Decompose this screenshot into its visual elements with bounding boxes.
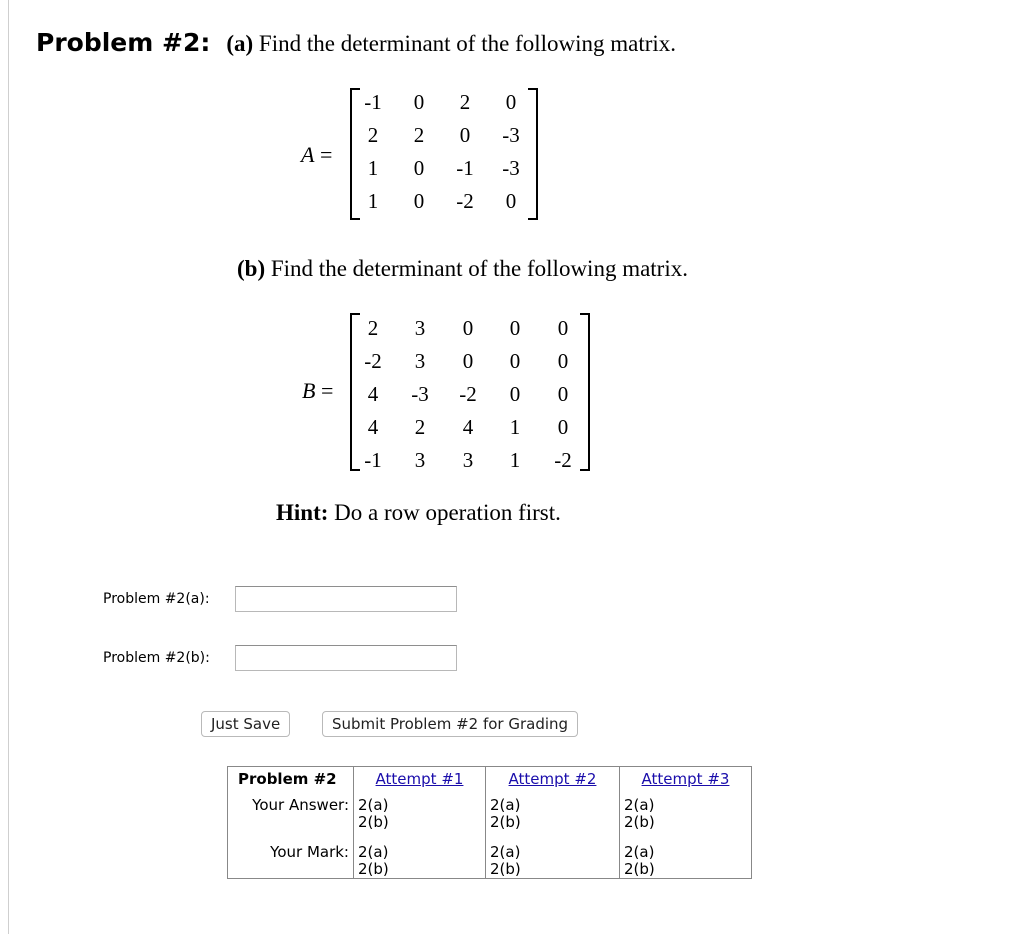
hint [276, 500, 561, 526]
matrix-b-cell: 4 [462, 415, 474, 439]
matrix-b-cell: 2 [367, 316, 379, 340]
matrix-a-cell: 0 [413, 156, 425, 180]
matrix-a-row [350, 185, 534, 218]
matrix-a-row [350, 86, 534, 119]
matrix-a-cell: 2 [413, 123, 425, 147]
attempt-header [354, 767, 486, 792]
matrix-a [350, 86, 534, 218]
matrix-b-row [350, 444, 588, 477]
matrix-b-cell: 0 [462, 349, 474, 373]
matrix-b-cell: 0 [557, 316, 569, 340]
matrix-a-label: A = [301, 142, 333, 167]
your-mark-row [228, 831, 752, 879]
grading-header-row [228, 767, 752, 792]
matrix-b-cell: 0 [509, 382, 521, 406]
attempt-3-link[interactable]: Attempt #3 [641, 770, 730, 788]
grading-table [227, 766, 752, 879]
attempt-header [486, 767, 620, 792]
matrix-a-cell: -3 [502, 123, 520, 147]
part-b-text: Find the determinant of the following matrix. [270, 256, 688, 281]
matrix-a-row [350, 119, 534, 152]
mark-cell: 2(a) 2(b) [354, 831, 486, 879]
your-answer-label: Your Answer: [252, 796, 349, 814]
matrix-b-row [350, 345, 588, 378]
matrix-a-row [350, 152, 534, 185]
matrix-b-cell: 0 [462, 316, 474, 340]
hint-text: Do a row operation first. [334, 500, 561, 525]
part-a-text: Find the determinant of the following matrix. [258, 31, 677, 56]
problem-heading: Problem #2: [36, 28, 211, 57]
part-b [237, 256, 688, 282]
matrix-b-cell: -2 [459, 382, 477, 406]
matrix-b-cell: 2 [414, 415, 426, 439]
matrix-b-cell: 0 [557, 349, 569, 373]
matrix-a-cell: -2 [456, 189, 474, 213]
matrix-a-cell: -3 [502, 156, 520, 180]
matrix-b [350, 312, 588, 477]
part-a-label: (a) [226, 31, 254, 56]
attempt-cell: 2(a) 2(b) [354, 791, 486, 831]
attempt-1-link[interactable]: Attempt #1 [375, 770, 464, 788]
matrix-a-cell: 0 [413, 90, 425, 114]
matrix-b-row [350, 411, 588, 444]
matrix-b-cell: 1 [509, 415, 521, 439]
answer-b-label: Problem #2(b): [103, 650, 210, 666]
matrix-a-cell: 0 [505, 90, 517, 114]
matrix-b-cell: 0 [557, 382, 569, 406]
matrix-a-cell: -1 [456, 156, 474, 180]
left-border [8, 0, 9, 934]
matrix-a-cell: 0 [459, 123, 471, 147]
mark-cell: 2(a) 2(b) [620, 831, 752, 879]
matrix-a-cell: 1 [367, 156, 379, 180]
attempt-2-link[interactable]: Attempt #2 [508, 770, 597, 788]
matrix-b-cell: 0 [557, 415, 569, 439]
matrix-a-cell: 2 [459, 90, 471, 114]
matrix-b-cell: 0 [509, 349, 521, 373]
attempt-header [620, 767, 752, 792]
your-answer-row [228, 791, 752, 831]
matrix-b-cell: 4 [367, 382, 379, 406]
matrix-b-cell: -3 [411, 382, 429, 406]
matrix-a-cell: 2 [367, 123, 379, 147]
matrix-b-cell: -1 [364, 448, 382, 472]
matrix-a-cell: -1 [364, 90, 382, 114]
matrix-b-row [350, 312, 588, 345]
matrix-b-cell: 3 [414, 316, 426, 340]
matrix-b-row [350, 378, 588, 411]
just-save-button[interactable]: Just Save [201, 711, 290, 737]
answer-a-input[interactable] [235, 586, 457, 612]
matrix-a-cell: 1 [367, 189, 379, 213]
matrix-a-cell: 0 [413, 189, 425, 213]
matrix-b-cell: 3 [462, 448, 474, 472]
answer-b-input[interactable] [235, 645, 457, 671]
attempt-cell: 2(a) 2(b) [486, 791, 620, 831]
attempt-cell: 2(a) 2(b) [620, 791, 752, 831]
hint-label: Hint: [276, 500, 329, 525]
part-b-label: (b) [237, 256, 266, 281]
submit-button[interactable]: Submit Problem #2 for Grading [322, 711, 578, 737]
matrix-b-label: B = [302, 378, 334, 403]
matrix-b-cell: 0 [509, 316, 521, 340]
matrix-b-cell: 4 [367, 415, 379, 439]
mark-cell: 2(a) 2(b) [486, 831, 620, 879]
matrix-b-cell: 3 [414, 448, 426, 472]
matrix-a-cell: 0 [505, 189, 517, 213]
grading-problem-header: Problem #2 [238, 770, 337, 788]
your-mark-label: Your Mark: [270, 843, 349, 861]
matrix-b-cell: -2 [554, 448, 572, 472]
answer-a-label: Problem #2(a): [103, 591, 210, 607]
matrix-b-cell: 3 [414, 349, 426, 373]
matrix-b-cell: -2 [364, 349, 382, 373]
problem-title [36, 28, 676, 57]
matrix-b-cell: 1 [509, 448, 521, 472]
